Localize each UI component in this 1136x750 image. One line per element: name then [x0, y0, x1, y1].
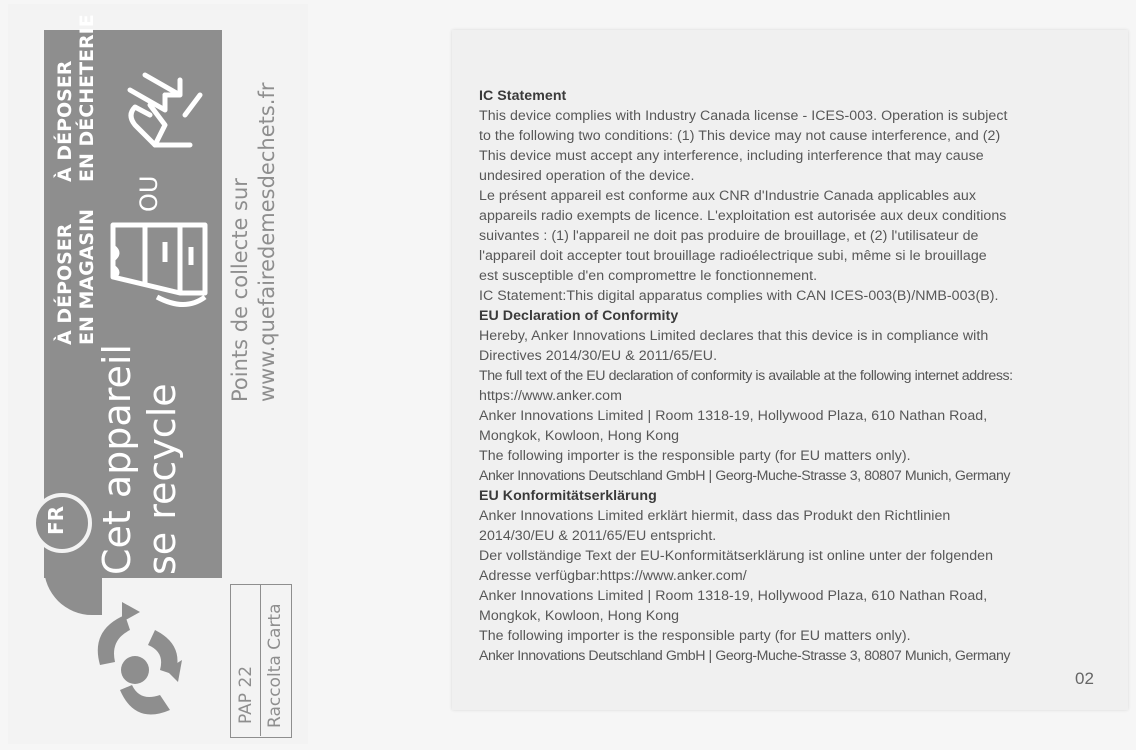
text-line: Anker Innovations Limited erklärt hiermit, dass das Produkt den Richtlinien [479, 508, 951, 524]
triman-logo [60, 590, 200, 730]
material-note: Raccolta Carta [265, 603, 285, 728]
text-line: The following importer is the responsible party (for EU matters only). [479, 448, 911, 464]
collection-url: www.quefairedemesdechets.fr [255, 82, 279, 402]
text-line: Der vollständige Text der EU-Konformitätserklärung ist online unter der folgenden [479, 548, 994, 564]
text-line: Le présent appareil est conforme aux CNR d'Industrie Canada applicables aux [479, 188, 977, 204]
text-line: Anker Innovations Deutschland GmbH | Georg-Muche-Strasse 3, 80807 Munich, Germany [479, 648, 1011, 664]
section-heading: EU Konformitätserklärung [479, 488, 657, 504]
dump-label-line-1: À DÉPOSER [54, 60, 76, 182]
text-line: l'appareil doit accepter tout brouillage radioélectrique subi, même si le brouillage [479, 248, 987, 264]
store-label-line-1: À DÉPOSER [54, 223, 76, 345]
text-line: The following importer is the responsible party (for EU matters only). [479, 628, 911, 644]
text-line: Directives 2014/30/EU & 2011/65/EU. [479, 348, 718, 364]
text-line: This device complies with Industry Canada license - ICES-003. Operation is subject [479, 108, 1008, 124]
text-line: This device must accept any interference, including interference that may cause [479, 148, 984, 164]
text-line: Anker Innovations Limited | Room 1318-19, Hollywood Plaza, 610 Nathan Road, [479, 588, 988, 604]
page-number: 02 [1075, 669, 1094, 688]
dump-hand-arrows-icon [105, 55, 215, 165]
store-label-line-2: EN MAGASIN [76, 208, 98, 345]
text-line: Mongkok, Kowloon, Hong Kong [479, 428, 680, 444]
material-code: PAP 22 [236, 665, 256, 724]
text-line: undesired operation of the device. [479, 168, 695, 184]
text-line: est susceptible d'en compromettre le fonctionnement. [479, 268, 818, 284]
document-body [479, 86, 1111, 666]
text-line: Hereby, Anker Innovations Limited declares that this device is in compliance with [479, 328, 989, 344]
text-line: Anker Innovations Limited | Room 1318-19, Hollywood Plaza, 610 Nathan Road, [479, 408, 988, 424]
material-code-divider [260, 584, 261, 736]
text-line: Anker Innovations Deutschland GmbH | Georg-Muche-Strasse 3, 80807 Munich, Germany [479, 468, 1011, 484]
collection-text-line-1: Points de collecte sur [228, 178, 252, 402]
text-line: to the following two conditions: (1) This device may not cause interference, and (2) [479, 128, 1001, 144]
text-line: appareils radio exempts de licence. L'exploitation est autorisée aux deux conditions [479, 208, 1007, 224]
text-line: Adresse verfügbar:https://www.anker.com/ [479, 568, 747, 584]
section-heading: EU Declaration of Conformity [479, 308, 679, 324]
text-line: IC Statement:This digital apparatus complies with CAN ICES-003(B)/NMB-003(B). [479, 288, 999, 304]
text-line: Mongkok, Kowloon, Hong Kong [479, 608, 680, 624]
country-badge-label: FR [44, 505, 68, 535]
text-line: The full text of the EU declaration of conformity is available at the following internet address: [479, 368, 1013, 384]
recycle-phrase-line-2: se recycle [140, 383, 184, 575]
text-line: suivantes : (1) l'appareil ne doit pas produire de brouillage, et (2) l'utilisateur de [479, 228, 979, 244]
recycle-phrase-line-1: Cet appareil [95, 344, 139, 575]
section-heading: IC Statement [479, 88, 567, 104]
text-line: https://www.anker.com [479, 388, 622, 404]
text-line: 2014/30/EU & 2011/65/EU entspricht. [479, 528, 717, 544]
store-basket-icon [105, 217, 215, 327]
dump-label-line-2: EN DÉCHETERIE [76, 14, 98, 182]
or-separator: OU [135, 175, 163, 212]
